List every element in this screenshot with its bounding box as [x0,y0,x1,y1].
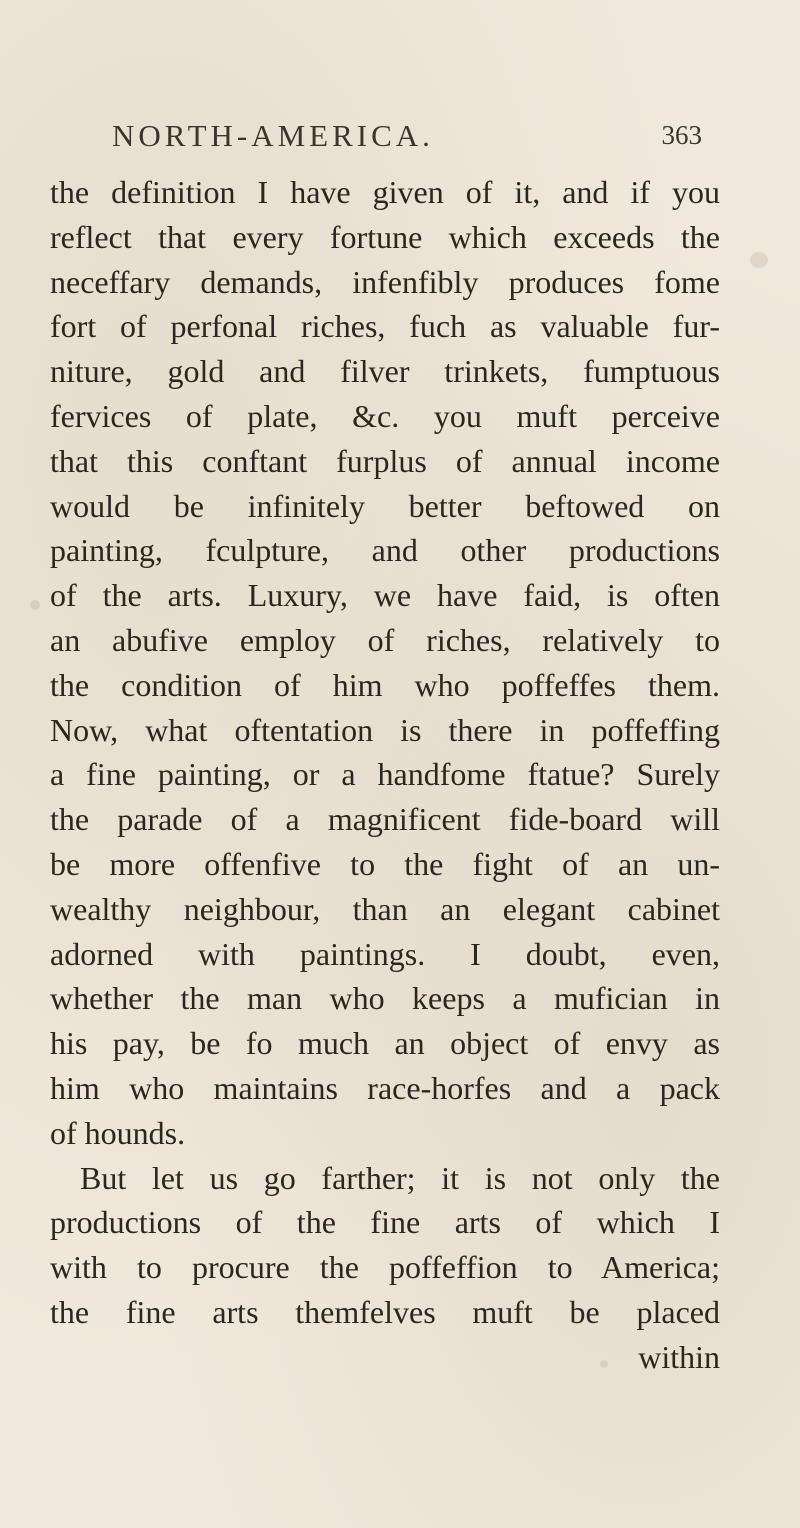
body-text [50,170,720,1380]
text-line: would be infinitely better beftowed on [50,487,720,524]
text-line: him who maintains race-horfes and a pack [50,1069,720,1106]
text-line: the fine arts themfelves muft be placed [50,1293,720,1330]
text-line: of the arts. Luxury, we have faid, is often [50,577,720,614]
text-line: fervices of plate, &c. you muft perceive [50,397,720,434]
text-line: reflect that every fortune which exceeds the [50,218,720,255]
text-line: Now, what oftentation is there in poffeffing [50,711,720,748]
text-line: the condition of him who poffeffes them. [50,666,720,703]
text-line: wealthy neighbour, than an elegant cabinet [50,890,720,927]
text-line: neceffary demands, infenfibly produces fome [50,263,720,300]
text-line: But let us go farther; it is not only the [80,1159,720,1196]
text-line: niture, gold and filver trinkets, fumptuous [50,353,720,390]
paper-stain [30,600,40,610]
text-line: productions of the fine arts of which I [50,1204,720,1241]
text-line: the definition I have given of it, and if you [50,174,720,210]
text-line: of hounds. [50,1114,186,1151]
text-line: the parade of a magnificent fide-board will [50,801,720,838]
text-line: that this conftant furplus of annual income [50,442,720,479]
text-line: an abufive employ of riches, relatively to [50,621,720,658]
text-line: painting, fculpture, and other productions [50,532,720,569]
text-line: be more offenfive to the fight of an un- [50,845,720,882]
text-line: a fine painting, or a handfome ftatue? Surely [50,756,720,793]
running-title: NORTH-AMERICA. [112,118,434,153]
running-head [112,118,702,158]
catchword: within [638,1338,720,1375]
text-line: adorned with paintings. I doubt, even, [50,935,720,972]
page-number: 363 [661,120,702,150]
text-line: with to procure the poffeffion to America; [50,1249,720,1286]
text-line: his pay, be fo much an object of envy as [50,1025,720,1062]
text-line: fort of perfonal riches, fuch as valuable fur- [50,308,720,345]
paper-stain [750,252,768,268]
text-line: whether the man who keeps a mufician in [50,980,720,1017]
